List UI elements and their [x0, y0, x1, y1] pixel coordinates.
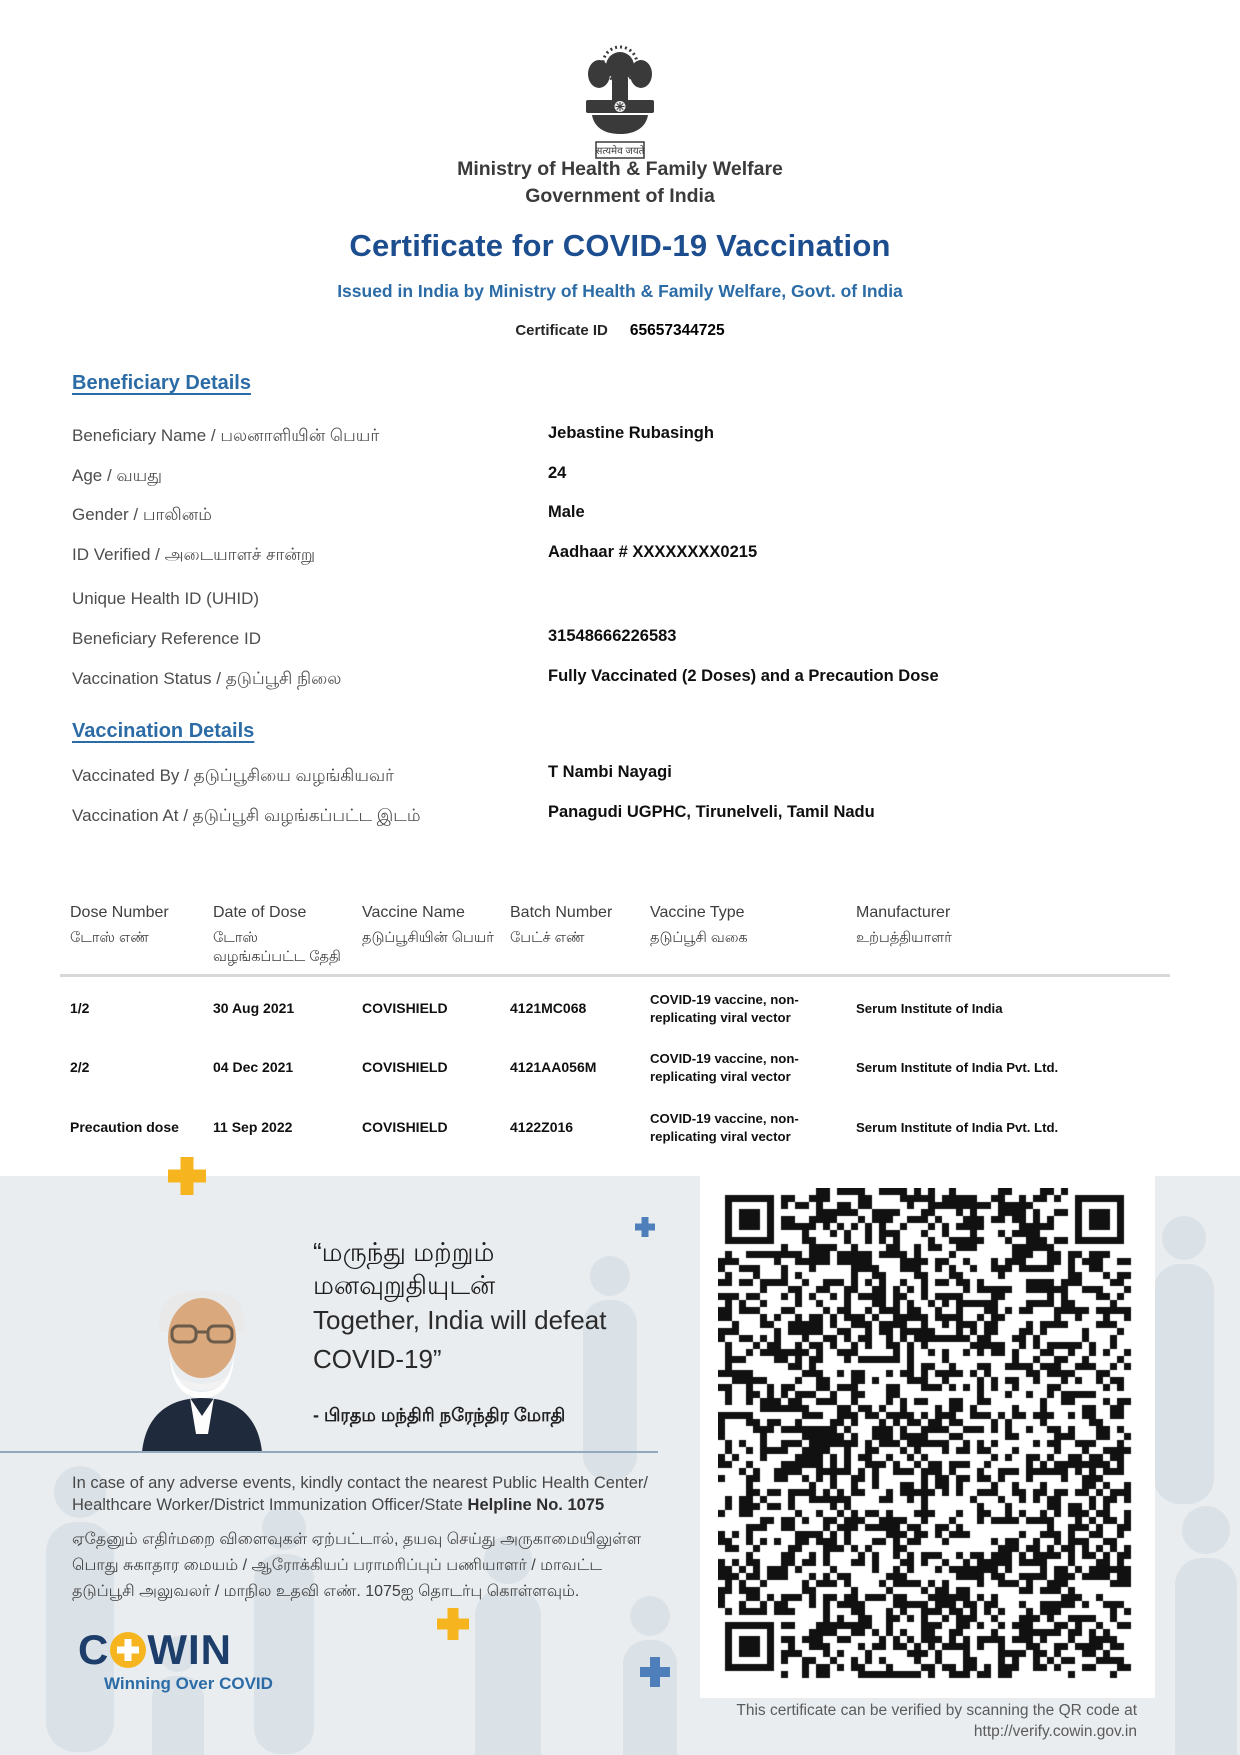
col-header-batch-number: Batch Number பேட்ச் எண்	[510, 904, 613, 946]
cowin-tagline: Winning Over COVID	[104, 1674, 273, 1693]
quote-english-line2: COVID-19”	[313, 1344, 442, 1374]
certificate-title: Certificate for COVID-19 Vaccination	[349, 228, 891, 263]
verify-note-line1: This certificate can be verified by scanning the QR code at	[736, 1702, 1137, 1719]
government-name: Government of India	[525, 185, 715, 207]
adverse-note-en-text: In case of any adverse events, kindly contact the nearest Public Health Center/ Healthcare Worker/District Immunization Officer/State	[72, 1474, 648, 1515]
dose3-manufacturer: Serum Institute of India Pvt. Ltd.	[856, 1119, 1059, 1135]
col-header-vaccine-name: Vaccine Name தடுப்பூசியின் பெயர்	[362, 904, 494, 946]
helpline-number: Helpline No. 1075	[467, 1496, 605, 1515]
vaccination-status-value: Fully Vaccinated (2 Doses) and a Precaution Dose	[548, 667, 939, 685]
adverse-note-ta: ஏதேனும் எதிர்மறை விளைவுகள் ஏற்பட்டால், தயவு செய்து அருகாமையிலுள்ள பொது சுகாதார மையம் / ஆரோக்கியப் பராமரிப்புப் பணியாளர் / மாவட்ட தடுப்பூசி அலுவலர் / மாநில உதவி எண். 1075ஐ தொடர்பு கொள்ளவும்.	[72, 1531, 642, 1600]
dose3-date: 11 Sep 2022	[213, 1119, 293, 1136]
cowin-logo	[78, 1626, 232, 1674]
id-verified-value: Aadhaar # XXXXXXXX0215	[548, 543, 758, 561]
quote-english-line1: Together, India will defeat	[313, 1305, 607, 1335]
plus-decoration-blue-small	[635, 1217, 655, 1237]
dose1-batch: 4121MC068	[510, 1000, 587, 1017]
dose1-date: 30 Aug 2021	[213, 1000, 295, 1017]
cowin-logo-c: C	[78, 1626, 110, 1673]
dose2-manufacturer: Serum Institute of India Pvt. Ltd.	[856, 1059, 1059, 1075]
vaccinated-by-label: Vaccinated By / தடுப்பூசியை வழங்கியவர்	[72, 766, 395, 785]
cowin-plus-icon	[110, 1632, 146, 1668]
col-header-dose-number: Dose Number டோஸ் எண்	[70, 904, 169, 946]
reference-id-value: 31548666226583	[548, 627, 677, 645]
vaccination-section-title: Vaccination Details	[72, 720, 255, 742]
plus-decoration-yellow-top	[168, 1157, 206, 1195]
dose1-vaccine: COVISHIELD	[362, 1000, 448, 1017]
certificate-id-value: 65657344725	[629, 322, 725, 339]
emblem-motto: सत्यमेव जयते	[595, 146, 645, 157]
verification-qr-code	[718, 1188, 1137, 1680]
table-divider	[60, 974, 1170, 977]
beneficiary-name-label: Beneficiary Name / பலனாளியின் பெயர்	[72, 426, 380, 445]
vaccinated-by-value: T Nambi Nayagi	[548, 763, 672, 781]
beneficiary-name-value: Jebastine Rubasingh	[548, 424, 714, 442]
age-label: Age / வயது	[72, 466, 163, 485]
dose2-vaccine: COVISHIELD	[362, 1059, 448, 1076]
vaccination-at-value: Panagudi UGPHC, Tirunelveli, Tamil Nadu	[548, 803, 875, 821]
gender-value: Male	[548, 503, 585, 521]
dose3-batch: 4122Z016	[510, 1119, 574, 1136]
quote-attribution: - பிரதம மந்திரி நரேந்திர மோதி	[313, 1405, 566, 1425]
quote-tamil-line2: மனவுறுதியுடன்	[313, 1270, 496, 1300]
adverse-note-en	[72, 1472, 652, 1517]
age-value: 24	[548, 464, 567, 482]
reference-id-label: Beneficiary Reference ID	[72, 629, 261, 648]
dose1-manufacturer: Serum Institute of India	[856, 1000, 1003, 1016]
dose2-type: COVID-19 vaccine, non-replicating viral vector	[650, 1050, 799, 1084]
ashoka-emblem-icon	[572, 42, 668, 164]
gender-label: Gender / பாலினம்	[72, 505, 212, 524]
quote-tamil-line1: “மருந்து மற்றும்	[313, 1237, 495, 1267]
dose2-batch: 4121AA056M	[510, 1059, 597, 1076]
dose2-number: 2/2	[70, 1059, 90, 1076]
dose3-number: Precaution dose	[70, 1119, 179, 1136]
dose3-vaccine: COVISHIELD	[362, 1119, 448, 1136]
cowin-logo-win: WIN	[147, 1626, 232, 1673]
dose2-date: 04 Dec 2021	[213, 1059, 294, 1076]
col-header-date-of-dose: Date of Dose டோஸ் வழங்கப்பட்ட தேதி	[213, 904, 341, 965]
verify-note	[575, 1700, 1137, 1743]
certificate-id-label: Certificate ID	[515, 322, 608, 339]
uhid-label: Unique Health ID (UHID)	[72, 589, 260, 608]
dose1-number: 1/2	[70, 1000, 90, 1017]
footer-divider	[0, 1451, 658, 1453]
dose3-type: COVID-19 vaccine, non-replicating viral vector	[650, 1110, 799, 1144]
pm-portrait	[112, 1286, 292, 1452]
verify-note-url: http://verify.cowin.gov.in	[973, 1723, 1137, 1741]
vaccination-at-label: Vaccination At / தடுப்பூசி வழங்கப்பட்ட இடம்	[72, 806, 421, 825]
id-verified-label: ID Verified / அடையாளச் சான்று	[72, 545, 316, 564]
plus-decoration-yellow-bottom	[437, 1608, 469, 1640]
plus-decoration-blue-bottom	[640, 1657, 670, 1687]
col-header-vaccine-type: Vaccine Type தடுப்பூசி வகை	[650, 904, 748, 946]
vaccination-status-label: Vaccination Status / தடுப்பூசி நிலை	[72, 669, 342, 688]
col-header-manufacturer: Manufacturer உற்பத்தியாளர்	[856, 904, 952, 946]
certificate-subtitle: Issued in India by Ministry of Health & Family Welfare, Govt. of India	[337, 281, 903, 301]
qr-code-box	[700, 1170, 1155, 1698]
ministry-name: Ministry of Health & Family Welfare	[457, 158, 783, 180]
beneficiary-section-title: Beneficiary Details	[72, 372, 251, 394]
certificate-id-row	[0, 322, 1240, 340]
dose1-type: COVID-19 vaccine, non-replicating viral vector	[650, 991, 799, 1025]
